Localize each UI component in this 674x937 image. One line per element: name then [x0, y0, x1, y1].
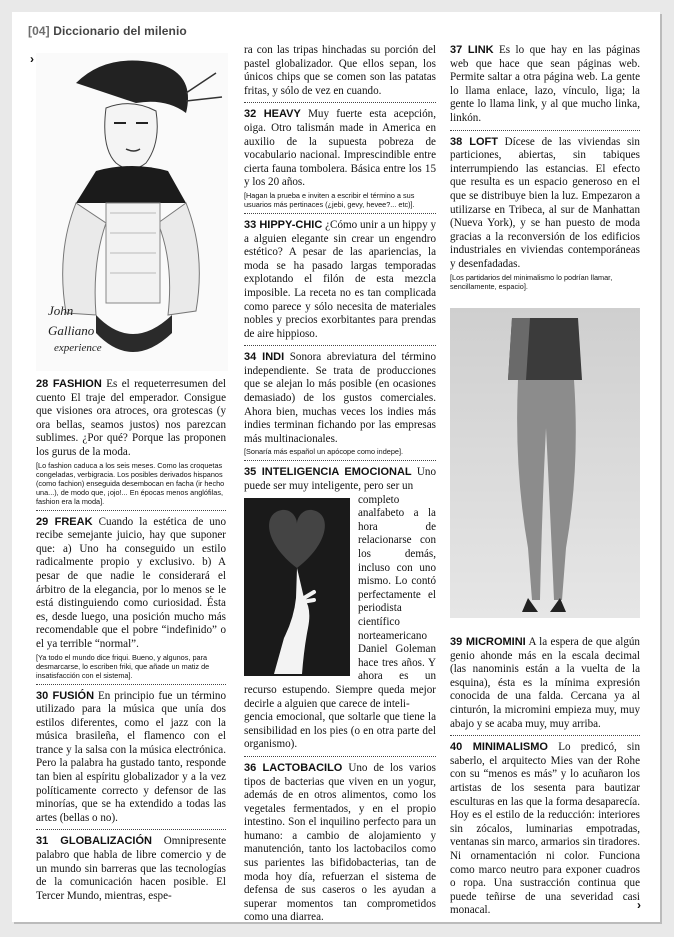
column-2	[244, 44, 436, 925]
entry-36	[244, 762, 436, 925]
entry-29	[36, 516, 226, 652]
arrow-right-icon: ›	[30, 52, 34, 66]
continued-text: ra con las tripas hinchadas su porción del pastel globalizador. Que ellos sepan, los únicos chips que se comen son las patatas fritas, y sólo de vez en cuando.	[244, 44, 436, 97]
entry-37	[450, 44, 640, 126]
entry-body: ¿Cómo unir a un hippy y a alguien elegante sin crear un engendro estético? A pesar de las apariencias, la moda se ha pasado largas temporadas explotando el filón de esta mezcla imposible. La receta no es tan complicada como parece y sólo necesita de materiales nobles y precios exorbitantes para prendas de aire hippioso.	[244, 218, 436, 340]
entry-body: Cuando la estética de uno recibe semejante juicio, hay que suponer que: a) Uno ha conseguido un estilo radicalmente propio y exclusivo. b) A pesar de que nadie le considerará el árbitro de la elegancia, por lo menos se le está distinguiendo como curiosidad. Ésta es, desde luego, una posición mucho más recomendable que el pobre “indefinido” o el ya terrible “normal”.	[36, 515, 227, 650]
divider	[36, 510, 226, 511]
entry-body: A la espera de que algún genio ahonde más en la escala decimal (las nanominis están a la vuelta de la esquina), ésta es la mínima expresión conocida de una falda. Cercana ya al cinturón, la micromini empieza muy, muy abajo y se acaba muy, muy arriba.	[450, 636, 640, 730]
entry-body: Lo predicó, sin saberlo, el arquitecto Mies van der Rohe con su “menos es más” y lo acuñaron los artistas de los sesenta para bautizar esculturas en las que la forma desaparecía. Hoy es el estilo de la reducción: interiores sin zócalos, luminarias empotradas, ventanas sin marco, armarios sin tiradores. Ni ornamentación ni color. Funciona como marco neutro para exponer cuadros o ropa. Una sustracción continua que puede teñirse de una severidad casi monacal.	[450, 741, 640, 917]
entry-28	[36, 378, 226, 460]
entry-note: [Hagan la prueba e inviten a escribir el término a sus usuarios más pertinaces (¿jebi, gevy, hevee?... etc)].	[244, 190, 415, 209]
entry-term: 31 GLOBALIZACIÓN	[36, 835, 152, 848]
divider	[244, 756, 436, 757]
entry-30	[36, 690, 226, 826]
heart-hand-icon	[244, 498, 350, 676]
entry-term: 29 FREAK	[36, 515, 93, 528]
entry-35-tail: gencia emocional, que soltarle que tiene la sensibilidad en los pies (o en otra parte del organismo).	[244, 711, 436, 751]
divider	[36, 829, 226, 830]
next-page-arrow-icon[interactable]: ›	[637, 898, 641, 912]
entry-term: 34 INDI	[244, 351, 285, 364]
column-1	[36, 378, 226, 903]
entry-body: Omnipresente palabro que habla de libre comercio y de un mundo sin barreras que las tecnologías de la comunicación hacen posible. El Tercer Mundo, mientras, espe-	[36, 835, 226, 902]
signature-john: John	[48, 303, 74, 318]
entry-33	[244, 219, 436, 341]
column-3-lower	[450, 636, 640, 918]
entry-note: [Ya todo el mundo dice friqui. Bueno, y algunos, para desmarcarse, lo escriben friki, que añade un matiz de insatisfacción con el sistema].	[36, 652, 210, 680]
signature-galliano: Galliano	[48, 323, 95, 338]
divider	[450, 130, 640, 131]
entry-term: 30 FUSIÓN	[36, 689, 95, 702]
entry-body: Es lo que hay en las páginas web que hace que sean páginas web. Permite saltar a otra página web. La gente lo llama enlace, lazo, vínculo, liga; la gente lo llama link, y al que mucho linka, linkón.	[450, 44, 640, 124]
divider	[244, 345, 436, 346]
entry-35-wrap: completo analfabeto a la hora de relacionarse con los demás, incluso con uno mismo. Lo contó perfectamente el periodista científico norteamericano Daniel Goleman hace tres años. Y ahora es un recurso estupendo. Siempre queda mejor decirle a alguien que carece de inteli-	[244, 493, 436, 710]
entry-note: [Los partidarios del minimalismo lo podrían llamar, sencillamente, espacio].	[450, 272, 613, 291]
entry-40	[450, 741, 640, 918]
signature-experience: experience	[54, 342, 102, 354]
entry-31	[36, 835, 226, 903]
entry-term: 39 MICROMINI	[450, 636, 526, 648]
entry-term: 32 HEAVY	[244, 108, 301, 121]
fashion-illustration	[36, 53, 228, 371]
section-title: Diccionario del milenio	[53, 24, 187, 38]
entry-body: Dícese de las viviendas sin particiones, abiertas, sin tabiques interrumpiendo las estancias. El efecto que resulta es un espacio generoso en el que se distribuye bien la luz. Empezaron a utilizarse en Tribeca, al sur de Manhattan (Nueva York), y se han puesto de moda gracias a la reconversión de los edificios industriales en viviendas contemporáneas y desenfadadas.	[450, 135, 640, 270]
entry-note: [Lo fashion caduca a los seis meses. Como las croquetas congeladas, verbigracia. Los posibles derivados hispanos (como fachion) enseguida desembocan en facha (ir hecho una...), de modo que, ¡ojo!... En épocas menos anglófilas, fashion era la moda].	[36, 460, 225, 506]
entry-term: 35 INTELIGENCIA EMOCIONAL	[244, 466, 412, 479]
entry-term: 28 FASHION	[36, 378, 102, 390]
divider	[244, 460, 436, 461]
section-number: [04]	[28, 24, 50, 38]
column-3	[450, 44, 640, 291]
micromini-photo	[450, 308, 640, 618]
divider	[244, 213, 436, 214]
entry-body: En principio fue un término utilizado para la música que unía dos estilos diferentes, como el jazz con la música brasileña, el flamenco con el trance y la salsa con la música electrónica. Pero la palabra ha gustado tanto, responde tan bien al espíritu globalizador y a la vez políticamente correcto y defensor de las minorías, que se ha extendido a todas las artes (bellas o no).	[36, 689, 226, 824]
entry-body: Sonora abreviatura del término independiente. Se trata de producciones que se alejan lo más posible (en ocasiones demasiado) de los gustos comerciales. Ahora bien, muchas veces los indies más indies terminan fichando por las empresas más multinacionales.	[244, 351, 436, 445]
entry-35-lead	[244, 466, 436, 493]
divider	[244, 102, 436, 103]
entry-term: 33 HIPPY-CHIC	[244, 218, 323, 231]
entry-body: Uno de los varios tipos de bacterias que viven en un yogur, además de en otros alimentos, como los vegetales fermentados, y en el propio intestino. Son el inquilino perfecto para un humano: a cambio de alojamiento y manutención, tanto los lactobacilos como sus parientes las bifidobacterias, tan de moda hoy día, refuerzan el sistema de defensa de sus caseros o les ayudan a superar momentos tan comprometidos como una diarrea.	[244, 761, 436, 924]
entry-term: 38 LOFT	[450, 135, 498, 148]
entry-note: [Sonaría más español un apócope como indepe].	[244, 447, 404, 457]
divider	[36, 684, 226, 685]
entry-term: 36 LACTOBACILO	[244, 761, 343, 774]
heart-hand-illustration	[244, 498, 350, 676]
entry-39	[450, 636, 640, 731]
entry-32	[244, 108, 436, 190]
entry-38	[450, 136, 640, 272]
entry-body: Muy fuerte esta acepción, oiga. Otro talismán made in America en auxilio de la supuesta pobreza de vocabulario nacional. Imprescindible entre cierta fauna tombolera. Básica entre los 15 y los 20 años.	[244, 108, 436, 189]
entry-body: Es el requeterresumen del cuento El traje del emperador. Consigue que visiones ora atroces, ora grotescas (y ora bellas, seamos justos) nos parezcan sublimes. ¿Por qué? Porque las proponen los gurus de la moda.	[36, 378, 226, 458]
entry-term: 40 MINIMALISMO	[450, 741, 548, 754]
entry-body: Uno puede ser muy inteligente, pero ser un	[244, 466, 436, 493]
entry-term: 37 LINK	[450, 44, 494, 56]
divider	[450, 735, 640, 736]
page-header	[28, 24, 187, 38]
entry-34	[244, 351, 436, 446]
